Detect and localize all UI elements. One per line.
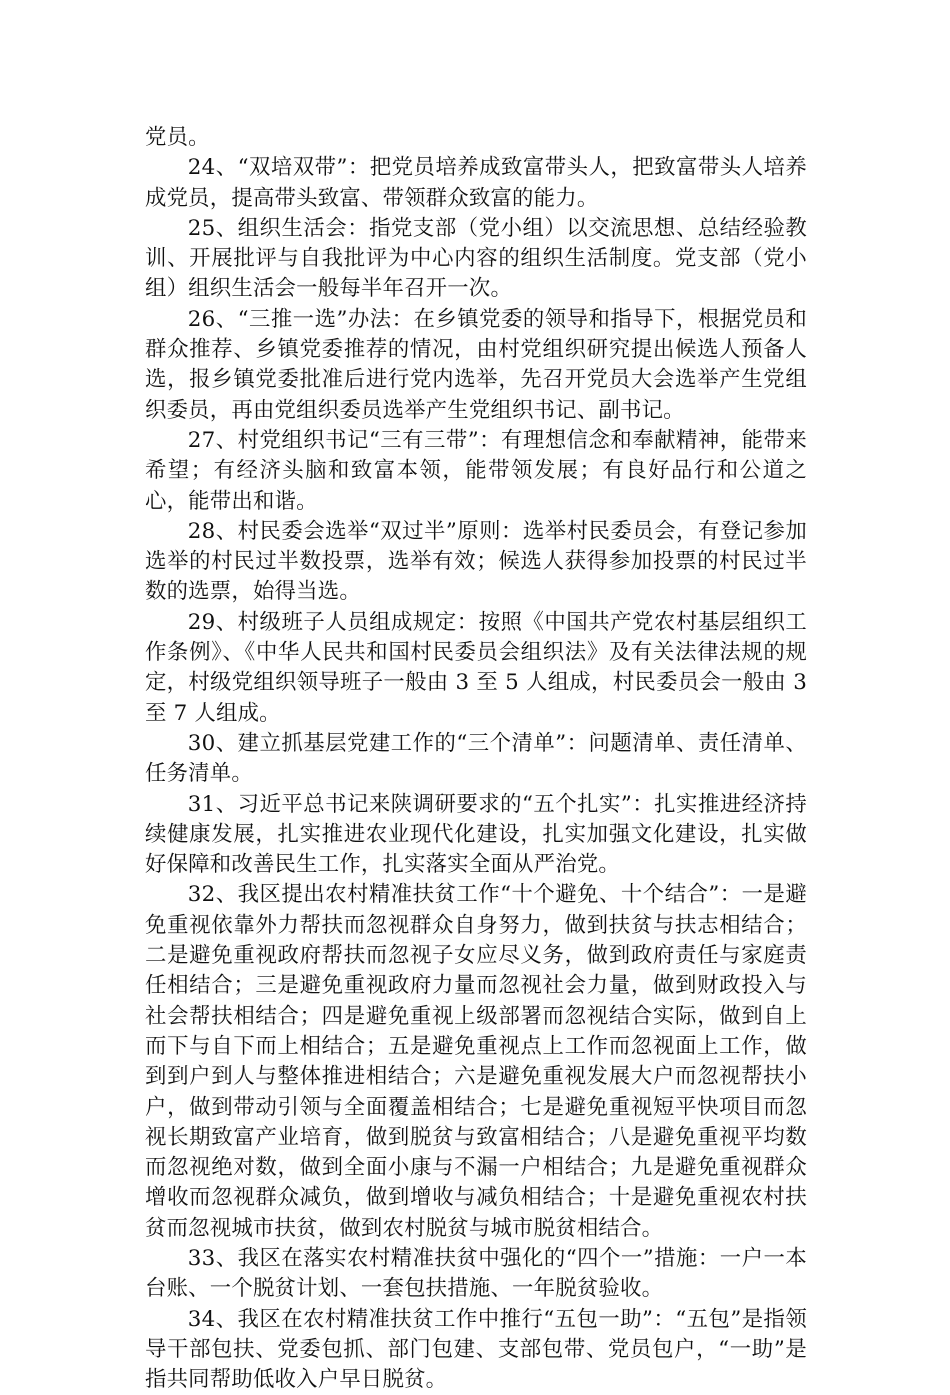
paragraph-item-28: 28、村民委会选举“双过半”原则：选举村民委员会，有登记参加选举的村民过半数投票，选举有效；候选人获得参加投票的村民过半数的选票，始得当选。 xyxy=(145,518,807,605)
paragraph-item-34: 34、我区在农村精准扶贫工作中推行“五包一助”：“五包”是指领导干部包扶、党委包抓、部门包建、支部包带、党员包户，“一助”是指共同帮助低收入户早日脱贫。 xyxy=(145,1306,807,1393)
paragraph-item-26: 26、“三推一选”办法：在乡镇党委的领导和指导下，根据党员和群众推荐、乡镇党委推荐的情况，由村党组织研究提出候选人预备人选，报乡镇党委批准后进行党内选举，先召开党员大会选举产生党组织委员，再由党组织委员选举产生党组织书记、副书记。 xyxy=(145,306,807,423)
paragraph-item-25: 25、组织生活会：指党支部（党小组）以交流思想、总结经验教训、开展批评与自我批评为中心内容的组织生活制度。党支部（党小组）组织生活会一般每半年召开一次。 xyxy=(145,215,807,302)
paragraph-item-27: 27、村党组织书记“三有三带”：有理想信念和奉献精神，能带来希望；有经济头脑和致富本领，能带领发展；有良好品行和公道之心，能带出和谐。 xyxy=(145,427,807,514)
paragraph-item-30: 30、建立抓基层党建工作的“三个清单”：问题清单、责任清单、任务清单。 xyxy=(145,730,807,787)
paragraph-item-33: 33、我区在落实农村精准扶贫中强化的“四个一”措施：一户一本台账、一个脱贫计划、一套包扶措施、一年脱贫验收。 xyxy=(145,1245,807,1302)
paragraph-continuation: 党员。 xyxy=(145,125,210,150)
paragraph-item-24: 24、“双培双带”：把党员培养成致富带头人，把致富带头人培养成党员，提高带头致富、带领群众致富的能力。 xyxy=(145,155,807,211)
paragraph-item-29: 29、村级班子人员组成规定：按照《中国共产党农村基层组织工作条例》、《中华人民共和国村民委员会组织法》及有关法律法规的规定，村级党组织领导班子一般由 3 至 5 人组成，村民委员会一般由 3 至 7 人组成。 xyxy=(145,609,807,726)
paragraph-item-32: 32、我区提出农村精准扶贫工作“十个避免、十个结合”：一是避免重视依靠外力帮扶而忽视群众自身努力，做到扶贫与扶志相结合；二是避免重视政府帮扶而忽视子女应尽义务，做到政府责任与家庭责任相结合；三是避免重视政府力量而忽视社会力量，做到财政投入与社会帮扶相结合；四是避免重视上级部署而忽视结合实际，做到自上而下与自下而上相结合；五是避免重视点上工作而忽视面上工作，做到到户到人与整体推进相结合；六是避免重视发展大户而忽视帮扶小户，做到带动引领与全面覆盖相结合；七是避免重视短平快项目而忽视长期致富产业培育，做到脱贫与致富相结合；八是避免重视平均数而忽视绝对数，做到全面小康与不漏一户相结合；九是避免重视群众增收而忽视群众减负，做到增收与减负相结合；十是避免重视农村扶贫而忽视城市扶贫，做到农村脱贫与城市脱贫相结合。 xyxy=(145,882,807,1241)
paragraph-item-31: 31、习近平总书记来陕调研要求的“五个扎实”：扎实推进经济持续健康发展，扎实推进农业现代化建设，扎实加强文化建设，扎实做好保障和改善民生工作，扎实落实全面从严治党。 xyxy=(145,791,807,878)
document-body xyxy=(145,123,807,1395)
